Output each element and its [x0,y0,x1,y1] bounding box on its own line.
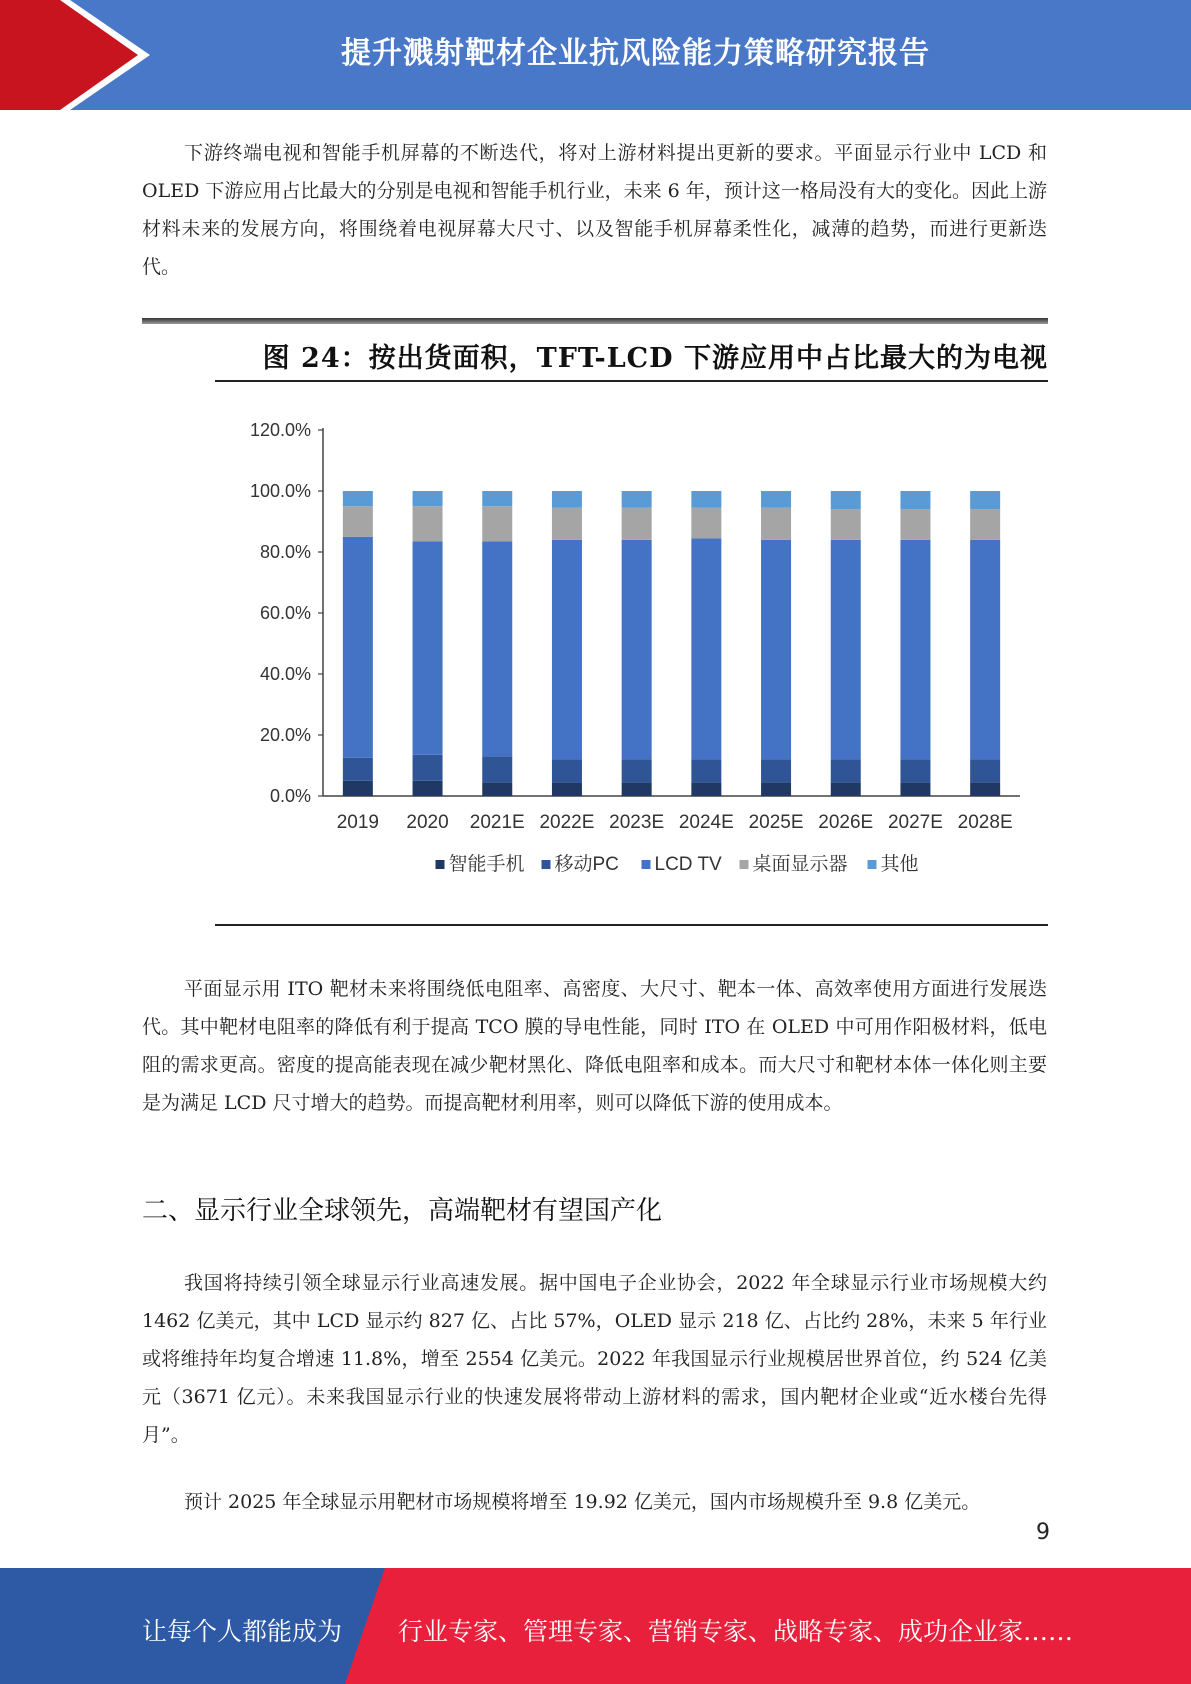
bar-segment [482,756,512,782]
bar-segment [622,491,652,508]
bar-segment [831,509,861,540]
stacked-bar-chart [215,388,1048,918]
footer-slogan-right: 行业专家、管理专家、营销专家、战略专家、成功企业家…… [398,1617,1074,1646]
bar-segment [413,506,443,541]
bar-segment [622,759,652,782]
body-paragraph-3: 我国将持续引领全球显示行业高速发展。据中国电子企业协会，2022 年全球显示行业市场规模大约 1462 亿美元，其中 LCD 显示约 827 亿、占比 57%，OLED 显示 218 亿、占比约 28%，未来 5 年行业或将维持年均复合增速 11.8%，增至 2554 亿美元。2022 年我国显示行业规模居世界首位，约 524 亿美元（3671 亿元）。未来我国显示行业的快速发展将带动上游材料的需求，国内靶材企业或“近水楼台先得月”。 [142,1272,1047,1446]
bar-segment [622,782,652,796]
legend-label: 移动PC [554,854,619,875]
page-number: 9 [1036,1520,1050,1545]
bar-segment [761,540,791,760]
body-paragraph-2: 平面显示用 ITO 靶材未来将围绕低电阻率、高密度、大尺寸、靶本一体、高效率使用方面进行发展迭代。其中靶材电阻率的降低有利于提高 TCO 膜的导电性能，同时 ITO 在 OLED 中可用作阳极材料，低电阻的需求更高。密度的提高能表现在减少靶材黑化、降低电阻率和成本。而大尺寸和靶材本体一体化则主要是为满足 LCD 尺寸增大的趋势。而提高靶材利用率，则可以降低下游的使用成本。 [142,978,1047,1114]
bar-segment [552,540,582,760]
bar-segment [343,781,373,796]
figure-bottom-rule [215,924,1048,926]
y-tick-label: 80.0% [259,542,311,562]
bar-segment [413,781,443,796]
bar-segment [831,782,861,796]
bar-segment [552,491,582,508]
bar-segment [691,508,721,539]
bar-segment [482,506,512,541]
bar-segment [622,508,652,540]
legend-label: 智能手机 [448,854,525,875]
bar-segment [761,491,791,508]
bar-segment [343,758,373,781]
y-tick-label: 0.0% [269,786,311,806]
bar-segment [691,538,721,759]
figure-caption-rule [215,380,1048,382]
bar-segment [343,537,373,758]
y-tick-label: 20.0% [259,725,311,745]
bar-segment [900,759,930,782]
bar-segment [900,540,930,760]
bar-segment [482,541,512,756]
bar-segment [831,491,861,509]
page-footer [0,1568,1191,1684]
bar-segment [691,759,721,782]
bar-segment [761,508,791,540]
legend-swatch [436,860,445,869]
bar-segment [343,491,373,506]
bar-segment [970,540,1000,760]
x-tick-label: 2019 [336,812,379,833]
bar-segment [343,506,373,537]
legend-label: LCD TV [654,854,722,875]
figure-caption: 图 24：按出货面积，TFT-LCD 下游应用中占比最大的为电视 [262,343,1048,374]
bar-segment [900,509,930,540]
legend-swatch [740,860,749,869]
legend-label: 其他 [880,854,919,875]
y-tick-label: 100.0% [249,481,311,501]
bar-segment [482,782,512,796]
figure-top-rule [142,318,1048,324]
bar-segment [691,491,721,508]
x-tick-label: 2021E [469,812,525,833]
footer-slogan-left: 让每个人都能成为 [142,1617,343,1646]
bar-segment [970,509,1000,540]
bar-segment [831,759,861,782]
body-paragraph-1: 下游终端电视和智能手机屏幕的不断迭代，将对上游材料提出更新的要求。平面显示行业中 LCD 和 OLED 下游应用占比最大的分别是电视和智能手机行业，未来 6 年，预计这一格局没有大的变化。因此上游材料未来的发展方向，将围绕着电视屏幕大尺寸、以及智能手机屏幕柔性化，减薄的趋势，而进行更新迭代。 [142,142,1047,278]
x-tick-label: 2028E [957,812,1013,833]
bar-segment [413,541,443,755]
header-title: 提升溅射靶材企业抗风险能力策略研究报告 [341,36,930,71]
bar-segment [900,782,930,796]
bar-segment [761,782,791,796]
bar-segment [970,759,1000,782]
bar-segment [691,782,721,796]
bar-segment [413,491,443,506]
y-tick-label: 60.0% [259,603,311,623]
bar-segment [970,782,1000,796]
bar-segment [482,491,512,506]
x-tick-label: 2025E [748,812,804,833]
x-tick-label: 2023E [609,812,665,833]
x-tick-label: 2026E [818,812,874,833]
bar-segment [900,491,930,509]
bar-segment [552,759,582,782]
page-header [0,0,1191,110]
legend-swatch [642,860,651,869]
legend-swatch [542,860,551,869]
bar-segment [831,540,861,760]
y-tick-label: 120.0% [249,420,311,440]
bar-segment [552,782,582,796]
body-paragraph-4: 预计 2025 年全球显示用靶材市场规模将增至 19.92 亿美元，国内市场规模升至 9.8 亿美元。 [184,1491,981,1513]
bar-segment [413,755,443,781]
bar-segment [622,540,652,760]
legend-label: 桌面显示器 [752,854,848,875]
x-tick-label: 2024E [678,812,734,833]
x-tick-label: 2022E [539,812,595,833]
bar-segment [552,508,582,540]
section-heading: 二、显示行业全球领先，高端靶材有望国产化 [142,1196,663,1226]
legend-swatch [868,860,877,869]
y-tick-label: 40.0% [259,664,311,684]
x-tick-label: 2020 [406,812,449,833]
bar-segment [761,759,791,782]
x-tick-label: 2027E [887,812,943,833]
bar-segment [970,491,1000,509]
